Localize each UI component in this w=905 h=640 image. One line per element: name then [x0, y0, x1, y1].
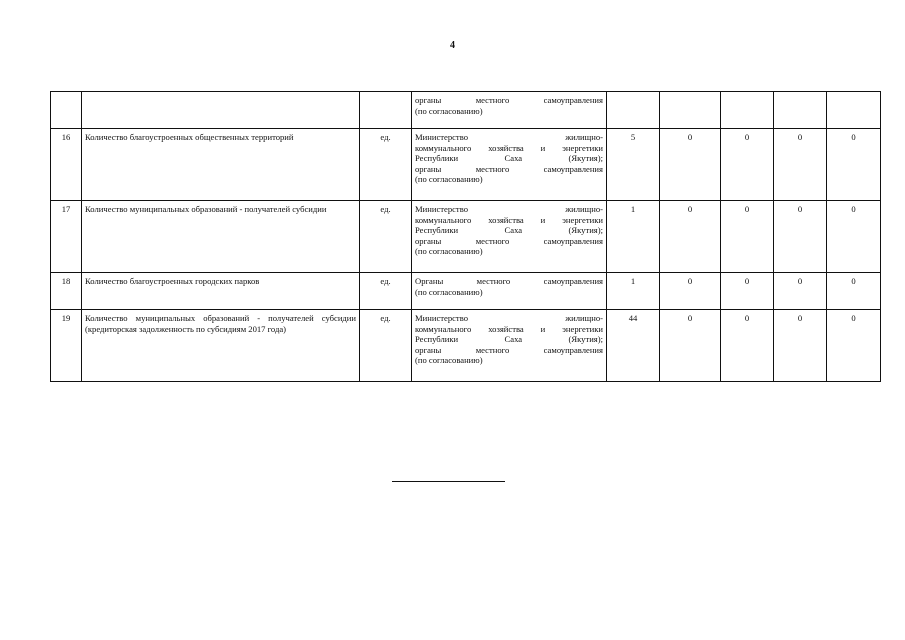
responsible-line: коммунального хозяйства и энергетики: [415, 323, 603, 334]
row-number-cell: 18: [51, 273, 82, 310]
value-cell: 0: [827, 310, 881, 382]
responsible-line: (по согласованию): [415, 246, 483, 257]
row-number-cell: [51, 92, 82, 129]
value-cell: 0: [827, 273, 881, 310]
unit-cell: ед.: [360, 273, 412, 310]
table-row: [51, 92, 881, 129]
page-number: 4: [450, 40, 455, 51]
value-cell: 0: [721, 201, 774, 273]
responsible-cell: [412, 92, 607, 129]
value-cell: [660, 92, 721, 129]
indicator-name-cell: [82, 92, 360, 129]
value-cell: 0: [774, 129, 827, 201]
responsible-line: Министерство жилищно-: [415, 313, 603, 323]
value-cell: 0: [827, 201, 881, 273]
value-cell: 0: [721, 129, 774, 201]
value-cell: [721, 92, 774, 129]
value-cell: 0: [774, 273, 827, 310]
table-row: [51, 201, 881, 273]
row-number-cell: 19: [51, 310, 82, 382]
indicator-name-cell: Количество благоустроенных городских парков: [82, 273, 360, 310]
responsible-line: органы местного самоуправления: [415, 344, 603, 355]
indicator-name-cell: Количество муниципальных образований - получателей субсидии: [82, 201, 360, 273]
responsible-line: Республики Саха (Якутия);: [415, 153, 603, 164]
responsible-line: Министерство жилищно-: [415, 204, 603, 214]
value-cell: 0: [660, 310, 721, 382]
row-number-cell: 16: [51, 129, 82, 201]
responsible-cell: [412, 201, 607, 273]
responsible-line: коммунального хозяйства и энергетики: [415, 142, 603, 153]
table-row: [51, 129, 881, 201]
value-cell: [607, 92, 660, 129]
value-cell: 1: [607, 273, 660, 310]
table-row: [51, 310, 881, 382]
responsible-cell: [412, 273, 607, 310]
value-cell: 0: [660, 129, 721, 201]
value-cell: 0: [774, 310, 827, 382]
value-cell: 0: [774, 201, 827, 273]
responsible-cell: [412, 129, 607, 201]
responsible-line: органы местного самоуправления: [415, 235, 603, 246]
responsible-line: Республики Саха (Якутия);: [415, 225, 603, 236]
table-row: [51, 273, 881, 310]
responsible-cell: [412, 310, 607, 382]
indicator-name-cell: Количество муниципальных образований - получателей субсидии (кредиторская задолженность по субсидиям 2017 года): [82, 310, 360, 382]
responsible-line: коммунального хозяйства и энергетики: [415, 214, 603, 225]
responsible-line: Министерство жилищно-: [415, 132, 603, 142]
value-cell: [774, 92, 827, 129]
table-body: [51, 92, 881, 382]
responsible-line: Республики Саха (Якутия);: [415, 334, 603, 345]
value-cell: 0: [660, 273, 721, 310]
value-cell: [827, 92, 881, 129]
responsible-line: (по согласованию): [415, 286, 483, 297]
responsible-line: (по согласованию): [415, 174, 483, 185]
indicator-name-cell: Количество благоустроенных общественных территорий: [82, 129, 360, 201]
value-cell: 5: [607, 129, 660, 201]
unit-cell: ед.: [360, 310, 412, 382]
value-cell: 0: [827, 129, 881, 201]
unit-cell: ед.: [360, 201, 412, 273]
value-cell: 0: [721, 273, 774, 310]
value-cell: 1: [607, 201, 660, 273]
responsible-line: (по согласованию): [415, 355, 483, 366]
closing-rule-line: [392, 481, 505, 482]
unit-cell: [360, 92, 412, 129]
value-cell: 44: [607, 310, 660, 382]
value-cell: 0: [721, 310, 774, 382]
responsible-line: (по согласованию): [415, 105, 483, 116]
unit-cell: ед.: [360, 129, 412, 201]
responsible-line: Органы местного самоуправления: [415, 276, 603, 286]
row-number-cell: 17: [51, 201, 82, 273]
value-cell: 0: [660, 201, 721, 273]
responsible-line: органы местного самоуправления: [415, 163, 603, 174]
responsible-line: органы местного самоуправления: [415, 95, 603, 105]
indicators-table: [50, 91, 881, 382]
